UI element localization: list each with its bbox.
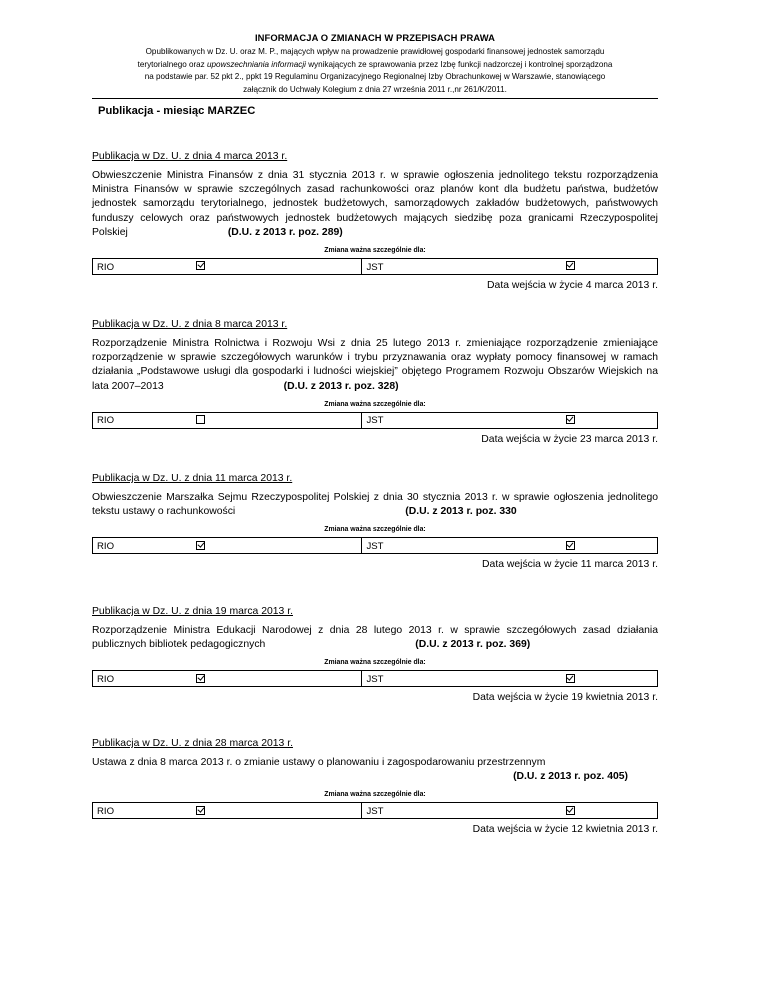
impact-table [92, 412, 658, 429]
impact-label: Zmiana ważna szczególnie dla: [324, 659, 426, 667]
rio-label: RIO [93, 412, 193, 428]
rio-checkbox-cell [192, 803, 362, 819]
subtitle-line-2-post: wynikających ze sprawowania przez Izbę funkcji nadzorczej i kontrolnej sporządzona [305, 59, 613, 69]
jst-checkbox-cell [562, 538, 658, 554]
header-divider [92, 98, 658, 99]
publication-reference: (D.U. z 2013 r. poz. 289) [227, 226, 343, 238]
publication-text: Obwieszczenie Marszałka Sejmu Rzeczypospolitej Polskiej z dnia 30 stycznia 2013 r. w sprawie ogłoszenia jednolitego tekstu ustawy o rachunkowości [92, 492, 658, 518]
jst-checkbox-checked-icon[interactable] [566, 415, 575, 424]
impact-label: Zmiana ważna szczególnie dla: [324, 247, 426, 255]
publication-description [92, 337, 658, 394]
rio-checkbox-cell [192, 259, 362, 275]
publication-date: Publikacja w Dz. U. z dnia 28 marca 2013 r. [92, 738, 293, 749]
rio-checkbox-cell [192, 538, 362, 554]
jst-checkbox-cell [562, 671, 658, 687]
rio-label: RIO [93, 259, 193, 275]
jst-checkbox-checked-icon[interactable] [566, 261, 575, 270]
subtitle-line-3: na podstawie par. 52 pkt 2., ppkt 19 Regulaminu Organizacyjnego Regionalnej Izby Obrachunkowej w Warszawie, stanowiącego [144, 72, 606, 81]
jst-checkbox-cell [562, 412, 658, 428]
jst-label: JST [362, 259, 562, 275]
publication-text: Rozporządzenie Ministra Rolnictwa i Rozwoju Wsi z dnia 25 lutego 2013 r. zmieniające rozporządzenie zmieniające rozporządzenie w sprawie szczegółowych warunków i trybu przyznawania oraz wypłaty pomocy finansowej w ramach działania „Podstawowe usługi dla gospodarki i ludności wiejskiej” objętego Programem Rozwoju Obszarów Wiejskich na lata 2007–2013 [92, 338, 658, 392]
subtitle-line-2 [92, 59, 658, 72]
rio-checkbox-cell [192, 412, 362, 428]
publication-date: Publikacja w Dz. U. z dnia 19 marca 2013 r. [92, 606, 293, 617]
jst-label: JST [362, 803, 562, 819]
publication-description [92, 624, 658, 652]
publication-entry [92, 737, 658, 837]
effective-date: Data wejścia w życie 4 marca 2013 r. [487, 280, 658, 292]
impact-label: Zmiana ważna szczególnie dla: [324, 526, 426, 534]
rio-label: RIO [93, 803, 193, 819]
publication-reference: (D.U. z 2013 r. poz. 369) [415, 639, 531, 651]
jst-checkbox-checked-icon[interactable] [566, 541, 575, 550]
document-subtitle [92, 46, 658, 96]
publication-date: Publikacja w Dz. U. z dnia 11 marca 2013 r. [92, 473, 293, 484]
rio-label: RIO [93, 671, 193, 687]
publication-reference: (D.U. z 2013 r. poz. 330 [405, 506, 517, 518]
jst-label: JST [362, 412, 562, 428]
rio-checkbox-checked-icon[interactable] [196, 261, 205, 270]
rio-checkbox-checked-icon[interactable] [196, 806, 205, 815]
month-title: Publikacja - miesiąc MARZEC [98, 105, 256, 117]
jst-checkbox-cell [562, 259, 658, 275]
jst-checkbox-checked-icon[interactable] [566, 674, 575, 683]
impact-table [92, 670, 658, 687]
document-page [92, 32, 658, 117]
publication-reference: (D.U. z 2013 r. poz. 328) [283, 380, 399, 392]
subtitle-line-4: załącznik do Uchwały Kolegium z dnia 27 września 2011 r.,nr 261/K/2011. [243, 84, 507, 94]
subtitle-line-1: Opublikowanych w Dz. U. oraz M. P., mających wpływ na prowadzenie prawidłowej gospodarki finansowej jednostek samorządu [145, 47, 605, 56]
impact-label: Zmiana ważna szczególnie dla: [324, 791, 426, 799]
jst-label: JST [362, 671, 562, 687]
publication-date: Publikacja w Dz. U. z dnia 8 marca 2013 r. [92, 319, 288, 330]
effective-date: Data wejścia w życie 23 marca 2013 r. [481, 433, 658, 445]
rio-label: RIO [93, 538, 193, 554]
jst-checkbox-cell [562, 803, 658, 819]
effective-date: Data wejścia w życie 19 kwietnia 2013 r. [472, 692, 658, 704]
publication-description: Ustawa z dnia 8 marca 2013 r. o zmianie ustawy o planowaniu i zagospodarowaniu przestrzennym [92, 757, 546, 768]
rio-checkbox-cell [192, 671, 362, 687]
publication-text: Rozporządzenie Ministra Edukacji Narodowej z dnia 28 lutego 2013 r. w sprawie szczegółowych zasad działania publicznych bibliotek pedagogicznych [92, 625, 658, 651]
subtitle-line-2-pre: terytorialnego oraz [137, 59, 207, 69]
publication-text: Obwieszczenie Ministra Finansów z dnia 31 stycznia 2013 r. w sprawie ogłoszenia jednolitego tekstu rozporządzenia Ministra Finansów w sprawie szczególnych zasad rachunkowości oraz planów kont dla budżetu państwa, budżetów jednostek samorządu terytorialnego, jednostek budżetowych, samorządowych zakładów budżetowych, państwowych funduszy celowych oraz państwowych jednostek budżetowych mających siedzibę poza granicami Rzeczypospolitej Polskiej [92, 170, 658, 238]
rio-checkbox-checked-icon[interactable] [196, 674, 205, 683]
publication-description [92, 169, 658, 240]
publication-entry [92, 150, 658, 293]
impact-table [92, 258, 658, 275]
impact-table [92, 802, 658, 819]
publication-date: Publikacja w Dz. U. z dnia 4 marca 2013 r. [92, 151, 288, 162]
publication-entry [92, 318, 658, 447]
rio-checkbox-checked-icon[interactable] [196, 541, 205, 550]
document-title: INFORMACJA O ZMIANACH W PRZEPISACH PRAWA [254, 32, 496, 43]
jst-label: JST [362, 538, 562, 554]
jst-checkbox-checked-icon[interactable] [566, 806, 575, 815]
impact-table [92, 537, 658, 554]
rio-checkbox-unchecked-icon[interactable] [196, 415, 205, 424]
effective-date: Data wejścia w życie 12 kwietnia 2013 r. [472, 824, 658, 836]
publication-description [92, 491, 658, 519]
publication-reference: (D.U. z 2013 r. poz. 405) [513, 771, 628, 783]
effective-date: Data wejścia w życie 11 marca 2013 r. [482, 559, 658, 571]
impact-label: Zmiana ważna szczególnie dla: [324, 400, 426, 408]
publication-entry [92, 605, 658, 705]
subtitle-line-2-emphasis: upowszechniania informacji [206, 59, 306, 69]
publication-entry [92, 472, 658, 572]
